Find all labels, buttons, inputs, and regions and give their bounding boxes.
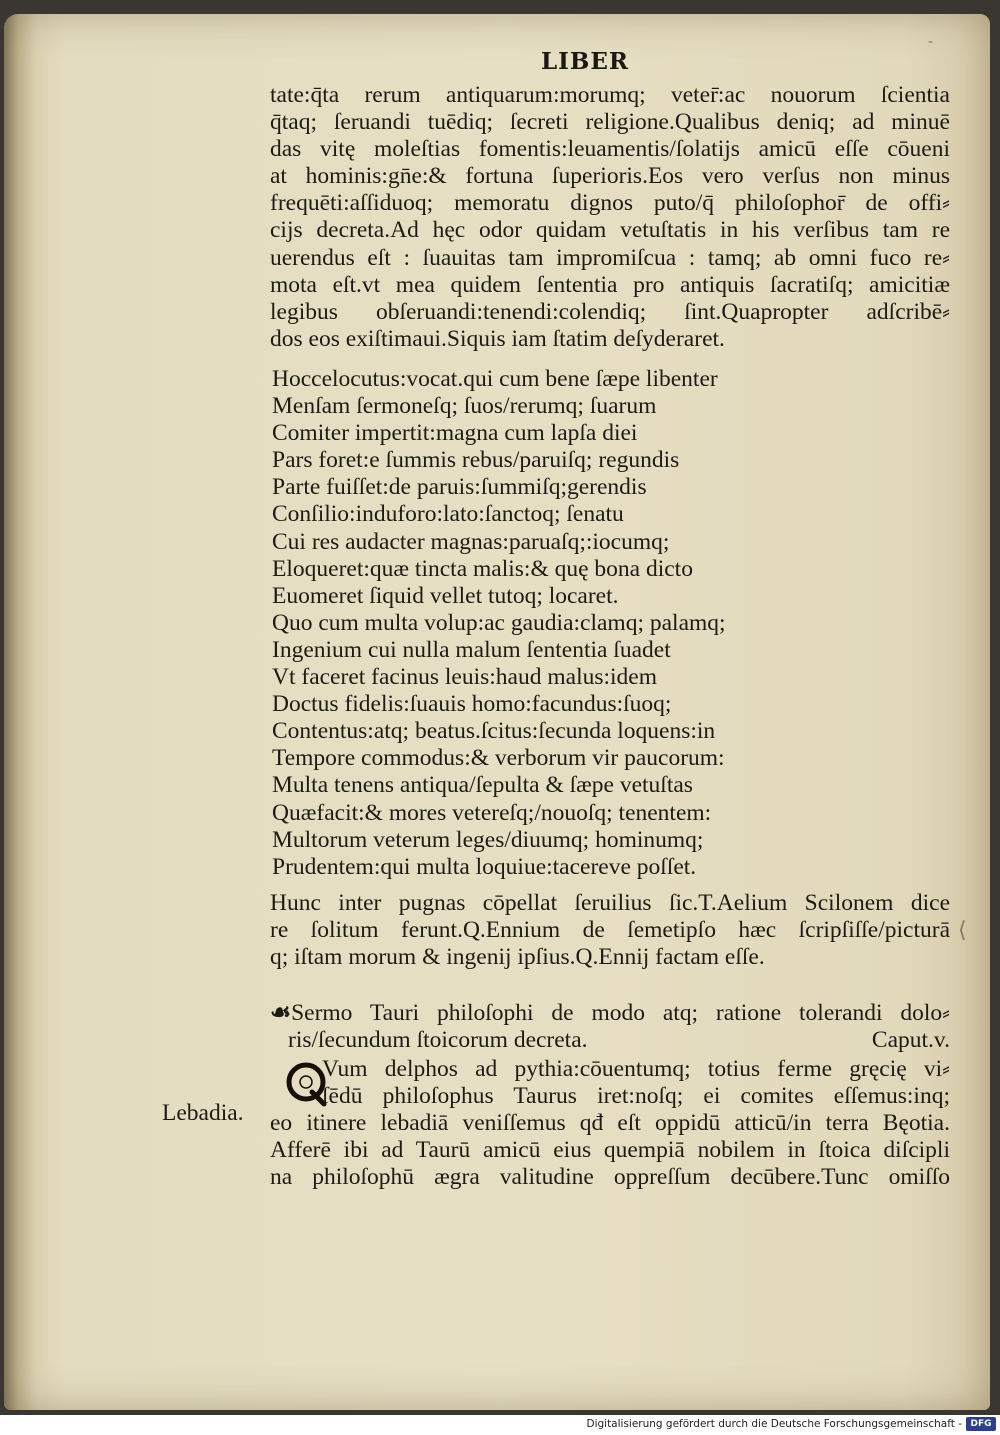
text-line: tate:q̄ta rerum antiquarum:morumq; veter̄:ac nouorum ſcientia (270, 82, 950, 108)
verse-line: Prudentem:qui multa loquiue:tacereve poſſet. (272, 853, 697, 880)
verse-line: Quo cum multa volup:ac gaudia:clamq; palamq; (272, 609, 726, 636)
decorated-initial (284, 1058, 328, 1108)
text-line: q; iſtam morum & ingenij ipſius.Q.Ennij factam eſſe. (270, 944, 765, 971)
verse-line: Multorum veterum leges/diuumq; hominumq; (272, 826, 704, 853)
verse-line: Contentus:atq; beatus.ſcitus:ſecunda loquens:in (272, 718, 716, 745)
text-line: mota eſt.vt mea quidem ſententia pro antiquis ſacratiſq; amicitiæ (270, 271, 950, 298)
verse-line: Tempore commodus:& verborum vir paucorum: (272, 745, 725, 772)
text-line: Hunc inter pugnas cōpellat ſeruilius ſic.T.Aelium Scilonem dice (270, 890, 950, 916)
chapter-heading (270, 1000, 950, 1054)
running-head: LIBER (541, 48, 630, 75)
paragraph-one (270, 82, 950, 353)
verse-line: Pars foret:e ſummis rebus/paruiſq; regundis (272, 447, 680, 474)
verse-line: Hoccelocutus:vocat.qui cum bene ſæpe libenter (272, 366, 718, 392)
verse-line: Comiter impertit:magna cum lapſa diei (272, 420, 638, 447)
text-line: frequēti:aſſiduoq; memoratu dignos puto/q̄ philoſophor̄ de offi⸗ (270, 190, 950, 217)
paragraph-two (270, 890, 950, 971)
text-line: q̄taq; ſeruandi tuēdiq; ſecreti religione.Qualibus deniq; ad minuē (270, 109, 950, 136)
verse-line: Multa tenens antiqua/ſepulta & ſæpe vetuſtas (272, 772, 693, 799)
text-line: eo itinere lebadiā veniſſemus qđ eſt oppidū atticū/in terra Bęotia. (270, 1110, 950, 1137)
text-line: cijs decreta.Ad hęc odor quidam vetuſtatis in his verſibus tam re (270, 217, 950, 244)
heading-line-text: Sermo Tauri philoſophi de modo atq; ratione tolerandi dolo⸗ (291, 1000, 950, 1026)
verse-line: Euomeret ſiquid vellet tutoq; locaret. (272, 582, 619, 609)
footer-bar (0, 1415, 1000, 1435)
text-line: re ſolitum ferunt.Q.Ennium de ſemetipſo hæc ſcripſiſſe/picturā (270, 917, 950, 944)
folio-mark: - (928, 34, 934, 50)
text-line: Vum delphos ad pythia:cōuentumq; totius ferme gręcię vi⸗ (322, 1056, 950, 1082)
text-line: at hominis:gn̄e:& fortuna ſuperioris.Eos vero verſus non minus (270, 163, 950, 190)
verse-line: Parte fuiſſet:de paruis:ſummiſq;gerendis (272, 474, 647, 501)
chapter-number: Caput.v. (871, 1027, 950, 1053)
verse-block (272, 366, 872, 881)
verse-line: Vt faceret facinus leuis:haud malus:idem (272, 664, 658, 691)
dfg-logo: DFG (966, 1417, 996, 1431)
initial-ornament-icon (284, 1058, 328, 1108)
verse-line: Ingenium cui nulla malum ſententia ſuadet (272, 636, 671, 663)
verse-line: Eloqueret:quæ tincta malis:& quę bona dicto (272, 555, 693, 582)
margin-note: Lebadia. (162, 1100, 244, 1126)
verse-line: Quæfacit:& mores vetereſq;/nouoſq; tenentem: (272, 799, 712, 826)
heading-line: ris/ſecundum ſtoicorum decreta. (288, 1027, 588, 1054)
verse-line: Conſilio:induforo:lato:ſanctoq; ſenatu (272, 501, 624, 528)
heading-line (270, 1000, 950, 1027)
margin-bracket-mark: ⟨ (958, 918, 967, 943)
verse-line: Doctus fidelis:ſuauis homo:facundus:ſuoq; (272, 691, 672, 718)
text-line: ſēdū philoſophus Taurus iret:noſq; ei comites eſſemus:inq; (322, 1083, 950, 1110)
chapter-text (270, 1056, 950, 1191)
text-line: Afferē ibi ad Taurū amicū eius quempiā nobilem in ſtoica diſcipli (270, 1137, 950, 1164)
text-line: uerendus eſt : ſuauitas tam impromiſcua : tamq; ab omni fuco re⸗ (270, 244, 950, 271)
text-line: dos eos exiſtimaui.Siquis iam ſtatim deſyderaret. (270, 325, 725, 352)
text-line: na philoſophū ægra valitudine oppreſſum decūbere.Tunc omiſſo (270, 1164, 950, 1191)
verse-line: Cui res audacter magnas:paruaſq;:iocumq; (272, 528, 670, 555)
pilcrow-icon: ☙ (270, 1000, 292, 1026)
funding-credit: Digitalisierung gefördert durch die Deutsche Forschungsgemeinschaft - (586, 1418, 962, 1430)
verse-line: Menſam ſermoneſq; ſuos/rerumq; ſuarum (272, 393, 657, 420)
text-line: das vitę moleſtias fomentis:leuamentis/ſolatijs amicū eſſe cōueni (270, 136, 950, 163)
text-line: legibus obſeruandi:tenendi:colendiq; ſint.Quapropter adſcribē⸗ (270, 298, 950, 325)
